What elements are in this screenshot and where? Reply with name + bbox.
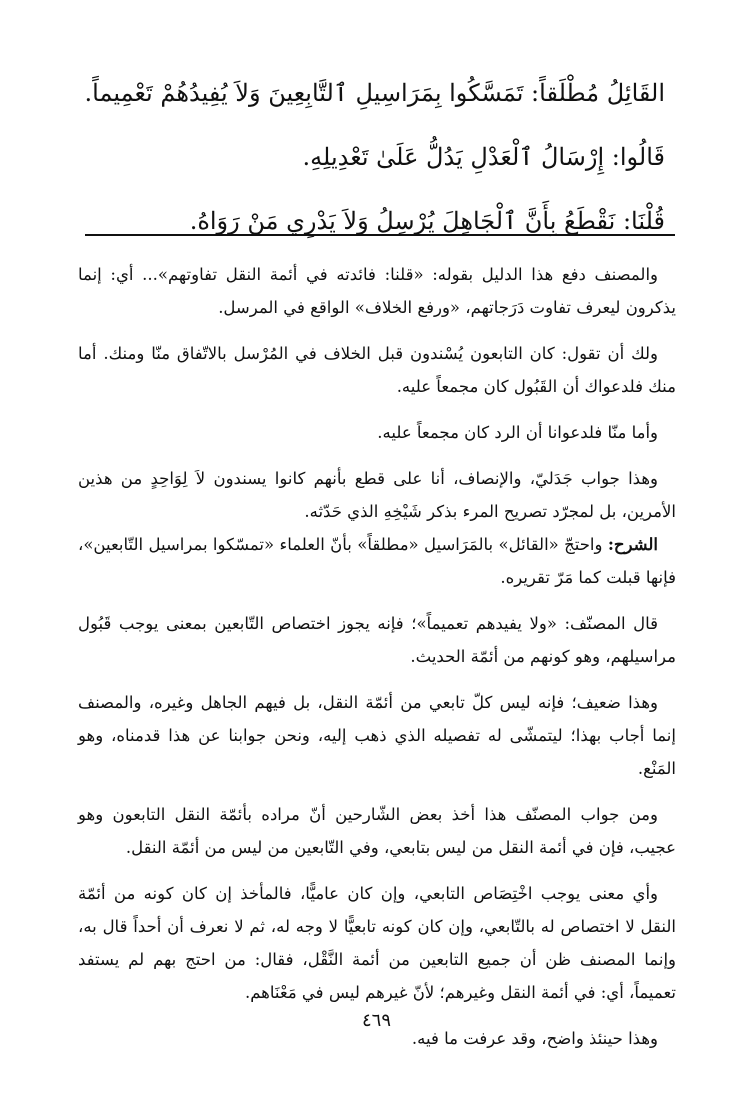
sharh-text: واحتجّ «القائل» بالمَرَاسيل «مطلقاً» بأنّ العلماء «تمسّكوا بمراسيل التّابعين»، فإنها قبلت كما مَرّ تقريره. xyxy=(78,535,676,587)
paragraph: ولك أن تقول: كان التابعون يُسْندون قبل الخلاف في المُرْسل بالاتّفاق منّا ومنك. أما منك فلدعواك أن القَبُول كان مجمعاً عليه. xyxy=(78,344,676,396)
separator-rule xyxy=(85,234,675,236)
commentary-body xyxy=(78,258,676,1068)
paragraph: ومن جواب المصنّف هذا أخذ بعض الشّارحين أنّ مراده بأئمّة النقل التابعون وهو عجيب، فإن في أئمة النقل من ليس بتابعي، وفي التّابعين من ليس من أئمّة النقل. xyxy=(78,805,676,857)
paragraph: وهذا ضعيف؛ فإنه ليس كلّ تابعي من أئمّة النقل، بل فيهم الجاهل وغيره، والمصنف إنما أجاب بهذا؛ ليتمشّى له تفصيله الذي ذهب إليه، ونحن جوابنا عن هذا قدمناه، وهو المَنْع. xyxy=(78,693,676,778)
sharh-label: الشرح: xyxy=(607,535,658,554)
verse-line: القَائِلُ مُطْلَقاً: تَمَسَّكُوا بِمَرَاسِيلِ ٱلتَّابِعِينَ وَلاَ يُفِيدُهُمْ تَعْمِيماً. xyxy=(84,79,665,107)
verse-block xyxy=(65,78,665,236)
sharh-paragraph xyxy=(78,528,676,594)
page-number: ٤٦٩ xyxy=(361,1010,391,1031)
verse-line: قُلْنَا: نَقْطَعُ بِأَنَّ ٱلْجَاهِلَ يُرْسِلُ وَلاَ يَدْرِي مَنْ رَوَاهُ. xyxy=(189,207,665,235)
paragraph: وأي معنى يوجب اخْتِصَاص التابعي، وإن كان عاميًّا، فالمأخذ إن كان كونه من أئمّة النقل لا اختصاص له بالتّابعي، وإن كان كونه تابعيًّا لا وجه له، ثم لا نعرف أن أحداً قال به، وإنما المصنف ظن أن جميع التابعين من أئمة النَّقْل، فقال: من احتج بهم لم يستفد تعميماً، أي: في أئمة النقل وغيرهم؛ لأنّ غيرهم ليس في مَعْنَاهم. xyxy=(78,884,676,1002)
verse-line: قَالُوا: إِرْسَالُ ٱلْعَدْلِ يَدُلُّ عَلَىٰ تَعْدِيلِهِ. xyxy=(302,143,665,171)
paragraph: وهذا جواب جَدَليّ، والإنصاف، أنا على قطع بأنهم كانوا يسندون لاَ لِوَاحِدٍ من هذين الأمرين، بل لمجرّد تصريح المرء بذكر شَيْخِهِ الذي حَدّثه. xyxy=(78,469,676,521)
paragraph: قال المصنّف: «ولا يفيدهم تعميماً»؛ فإنه يجوز اختصاص التّابعين بمعنى يوجب قَبُول مراسيلهم، وهو كونهم من أئمّة الحديث. xyxy=(78,614,676,666)
paragraph: وهذا حينئذ واضح، وقد عرفت ما فيه. xyxy=(411,1029,658,1048)
paragraph: وأما منّا فلدعوانا أن الرد كان مجمعاً عليه. xyxy=(377,423,658,442)
paragraph: والمصنف دفع هذا الدليل بقوله: «قلنا: فائدته في أئمة النقل تفاوتهم»... أي: إنما يذكرون ليعرف تفاوت دَرَجاتهم، «ورفع الخلاف» الواقع في المرسل. xyxy=(78,265,676,317)
